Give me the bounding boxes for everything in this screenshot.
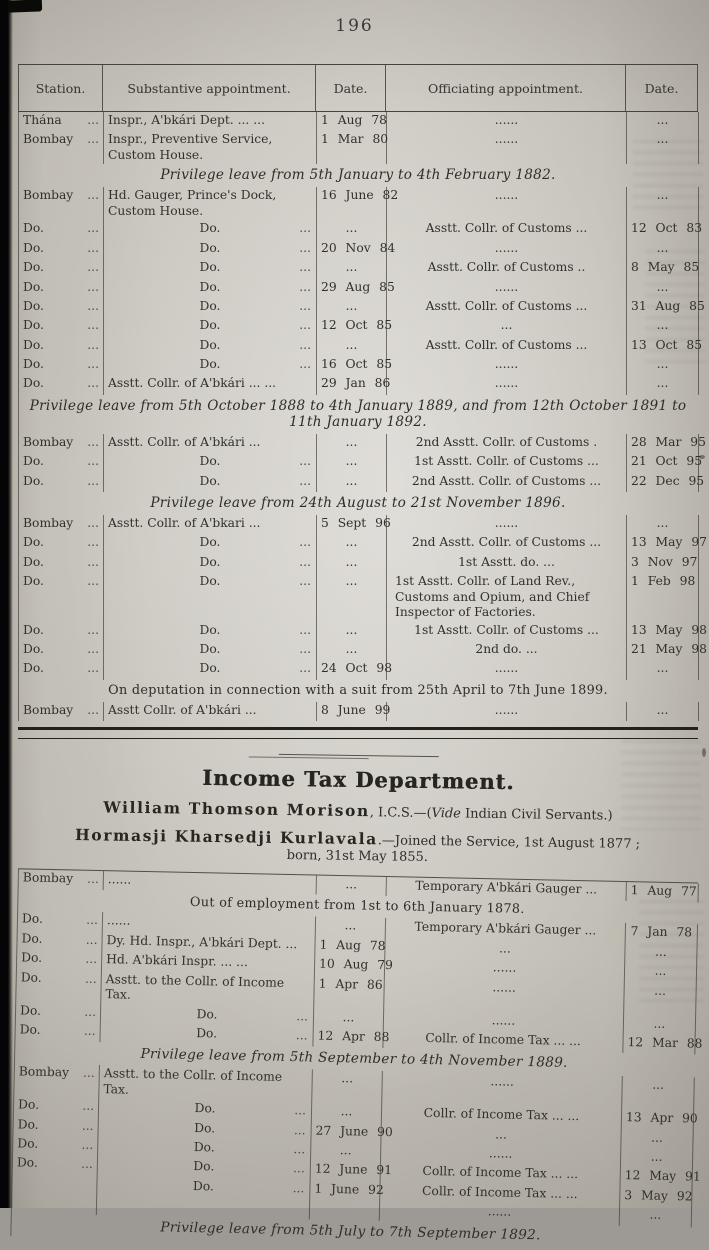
cell-station: Do. ... bbox=[16, 1002, 101, 1023]
cell-date: 21 May 98 bbox=[627, 641, 699, 660]
scan-edge-artifact bbox=[0, 0, 13, 1208]
cell-date: 1 June 92 bbox=[310, 1181, 380, 1202]
cell-station: Do. ... bbox=[19, 573, 104, 621]
table-row bbox=[19, 187, 698, 220]
cell-date: ... bbox=[625, 962, 697, 983]
cell-station: Do. ... bbox=[19, 356, 104, 375]
cell-substantive-appointment: Do. ... bbox=[104, 356, 317, 375]
cell-officiating-appointment: ...... bbox=[384, 977, 625, 1015]
cell-substantive-appointment: Do. ... bbox=[104, 554, 317, 573]
cell-date: ... bbox=[317, 298, 387, 317]
cell-date: 1 Aug 78 bbox=[317, 112, 387, 131]
table-row bbox=[19, 641, 707, 660]
table-row bbox=[19, 112, 698, 131]
cell-officiating-appointment: ...... bbox=[380, 1201, 620, 1225]
scan-corner-artifact bbox=[8, 0, 42, 13]
cell-station: Do. ... bbox=[17, 950, 102, 971]
cell-date: 8 May 85 bbox=[627, 259, 699, 278]
cell-date: ... bbox=[317, 534, 387, 553]
cell-substantive-appointment: Do. ... bbox=[98, 1137, 311, 1161]
cell-date: 20 Nov 84 bbox=[317, 240, 387, 259]
department-section bbox=[17, 750, 698, 868]
cell-date: 12 Oct 85 bbox=[317, 317, 387, 336]
cell-station: Bombay ... bbox=[19, 515, 104, 534]
cell-officiating-appointment: Collr. of Income Tax ... ... bbox=[383, 1029, 623, 1053]
cell-date: ... bbox=[624, 1015, 696, 1036]
cell-date: ... bbox=[625, 943, 697, 964]
cell-date: ... bbox=[317, 259, 387, 278]
cell-officiating-appointment: Asstt. Collr. of Customs ... bbox=[387, 220, 627, 239]
cell-station: Do. ... bbox=[18, 911, 103, 932]
cell-substantive-appointment: Do. ... bbox=[97, 1176, 310, 1200]
cell-station: Do. ... bbox=[19, 375, 104, 394]
cell-station: Bombay ... bbox=[19, 870, 104, 891]
cell-date: 13 Oct 85 bbox=[627, 337, 699, 356]
column-header: Date. bbox=[626, 65, 698, 111]
cell-date: ... bbox=[317, 622, 387, 641]
cell-substantive-appointment: Hd. A'bkári Inspr. ... ... bbox=[102, 951, 315, 975]
table-row bbox=[19, 573, 698, 621]
cell-substantive-appointment: Asstt. Collr. of A'bkári ... bbox=[104, 434, 317, 453]
cell-date: ... bbox=[627, 112, 699, 131]
cell-substantive-appointment: Do. ... bbox=[104, 534, 317, 553]
cell-officiating-appointment: ...... bbox=[382, 1072, 623, 1110]
cell-officiating-appointment: Collr. of Income Tax ... ... bbox=[382, 1104, 622, 1128]
cell-station: Do. ... bbox=[19, 337, 104, 356]
cell-station: Do. ... bbox=[17, 930, 102, 951]
cell-date: 21 Oct 95 bbox=[627, 453, 699, 472]
cell-officiating-appointment: 1st Asstt. Collr. of Customs ... bbox=[387, 622, 627, 641]
table-row bbox=[19, 337, 703, 356]
cell-station: Bombay ... bbox=[14, 1064, 100, 1099]
cell-officiating-appointment: 1st Asstt. Collr. of Land Rev., Customs and Opium, and Chief Inspector of Factories. bbox=[387, 573, 627, 621]
cell-substantive-appointment: Do. ... bbox=[104, 453, 317, 472]
cell-station: Do. ... bbox=[19, 473, 104, 492]
leave-note: On deputation in connection with a suit from 25th April to 7th June 1899. bbox=[108, 682, 608, 698]
cell-substantive-appointment: Asstt Collr. of A'bkári ... bbox=[104, 702, 317, 721]
page-content bbox=[16, 64, 707, 1244]
cell-station: Do. ... bbox=[16, 969, 102, 1004]
table-row bbox=[19, 702, 698, 721]
cell-station: Do. ... bbox=[19, 220, 104, 239]
page-number: 196 bbox=[335, 16, 374, 36]
cell-substantive-appointment: Do. ... bbox=[98, 1157, 311, 1181]
cell-date: ... bbox=[627, 240, 699, 259]
section-divider-rule bbox=[18, 727, 698, 739]
cell-date: 10 Aug 79 bbox=[315, 956, 385, 977]
cell-station bbox=[12, 1174, 97, 1195]
cell-substantive-appointment: Do. ... bbox=[104, 622, 317, 641]
cell-date: 12 Oct 83 bbox=[627, 220, 699, 239]
cell-date: ... bbox=[317, 220, 387, 239]
vide-reference: Vide bbox=[431, 806, 462, 822]
cell-date: ... bbox=[311, 1142, 381, 1163]
cell-date: ... bbox=[627, 375, 699, 394]
cell-date: ... bbox=[627, 279, 699, 298]
cell-substantive-appointment: Do. ... bbox=[98, 1118, 311, 1142]
cell-officiating-appointment: ... bbox=[381, 1124, 621, 1148]
table-row bbox=[19, 453, 703, 472]
cell-officiating-appointment: ...... bbox=[381, 1143, 621, 1167]
cell-station: Bombay ... bbox=[19, 131, 104, 164]
cell-substantive-appointment: Asstt. Collr. of A'bkári ... ... bbox=[104, 375, 317, 394]
officer-name: Hormasji Kharsedji Kurlavala bbox=[75, 825, 379, 849]
cell-officiating-appointment: ... bbox=[385, 938, 625, 962]
cell-substantive-appointment: Do. ... bbox=[104, 259, 317, 278]
cell-date: 22 Dec 95 bbox=[627, 473, 699, 492]
cell-station: Do. ... bbox=[19, 641, 104, 660]
cell-date: 29 Aug 85 bbox=[317, 279, 387, 298]
cell-station: Do. ... bbox=[19, 279, 104, 298]
cell-date: ... bbox=[627, 660, 699, 679]
table-row bbox=[19, 534, 707, 553]
cell-officiating-appointment: ...... bbox=[385, 957, 625, 981]
cell-officiating-appointment: 2nd Asstt. Collr. of Customs ... bbox=[387, 534, 627, 553]
cell-date: ... bbox=[312, 1103, 382, 1124]
cell-officiating-appointment: ...... bbox=[387, 515, 627, 534]
cell-officiating-appointment: ...... bbox=[387, 131, 627, 164]
cell-officiating-appointment: ...... bbox=[387, 375, 627, 394]
cell-officiating-appointment: Temporary A'bkári Gauger ... bbox=[386, 919, 626, 943]
cell-date: 12 June 91 bbox=[311, 1161, 381, 1182]
officer-detail: Indian Civil Servants.) bbox=[460, 806, 613, 824]
table-row bbox=[19, 356, 698, 375]
cell-station: Do. ... bbox=[19, 660, 104, 679]
leave-note: Privilege leave from 5th September to 4th November 1889. bbox=[140, 1046, 568, 1072]
leave-note: Privilege leave from 5th October 1888 to 4th January 1889, and from 12th October 1891 to 11th January 1892. bbox=[29, 397, 687, 430]
cell-date: ... bbox=[317, 337, 387, 356]
cell-date: ... bbox=[627, 702, 699, 721]
cell-station: Bombay ... bbox=[19, 434, 104, 453]
cell-officiating-appointment: Asstt. Collr. of Customs ... bbox=[387, 337, 627, 356]
table-row bbox=[19, 434, 706, 453]
cell-date: 1 Aug 77 bbox=[626, 882, 698, 903]
cell-date: 16 June 82 bbox=[317, 187, 387, 220]
table-row bbox=[19, 622, 707, 641]
table-row bbox=[19, 317, 698, 336]
cell-date: ... bbox=[627, 515, 699, 534]
cell-date: ... bbox=[312, 1070, 383, 1104]
cell-substantive-appointment: Inspr., A'bkári Dept. ... ... bbox=[104, 112, 317, 131]
cell-date: ... bbox=[621, 1148, 693, 1169]
cell-date: ... bbox=[627, 187, 699, 220]
cell-officiating-appointment: 2nd Asstt. Collr. of Customs ... bbox=[387, 473, 627, 492]
cell-station: Do. ... bbox=[19, 622, 104, 641]
table-row bbox=[19, 375, 698, 394]
cell-station: Bombay ... bbox=[19, 702, 104, 721]
cell-substantive-appointment: Dy. Hd. Inspr., A'bkári Dept. ... bbox=[102, 932, 315, 956]
cell-date: 5 Sept 96 bbox=[317, 515, 387, 534]
officer-name: William Thomson Morison bbox=[103, 797, 370, 821]
cell-station: Do. ... bbox=[14, 1097, 99, 1118]
cell-officiating-appointment: Collr. of Income Tax ... ... bbox=[380, 1182, 620, 1206]
table-row bbox=[19, 660, 698, 679]
department-heading: Income Tax Department. bbox=[202, 765, 515, 795]
column-header: Substantive appointment. bbox=[103, 65, 316, 111]
service-table-customs bbox=[18, 64, 707, 739]
table-row bbox=[19, 515, 698, 534]
cell-date: ... bbox=[317, 573, 387, 621]
cell-substantive-appointment: Do. ... bbox=[99, 1099, 312, 1123]
cell-date: 16 Oct 85 bbox=[317, 356, 387, 375]
cell-substantive-appointment: Do. ... bbox=[104, 240, 317, 259]
cell-officiating-appointment: ... bbox=[387, 317, 627, 336]
cell-substantive-appointment: Inspr., Preventive Service, Custom House. bbox=[104, 131, 317, 164]
cell-date: ... bbox=[624, 982, 697, 1016]
cell-officiating-appointment: 2nd Asstt. Collr. of Customs . bbox=[387, 434, 627, 453]
cell-station: Do. ... bbox=[19, 554, 104, 573]
cell-station: Do. ... bbox=[13, 1155, 98, 1176]
cell-date bbox=[310, 1200, 380, 1221]
cell-substantive-appointment: Hd. Gauger, Prince's Dock, Custom House. bbox=[104, 187, 317, 220]
table-row bbox=[19, 240, 698, 259]
cell-date: ... bbox=[317, 453, 387, 472]
cell-station: Do. ... bbox=[19, 317, 104, 336]
cell-substantive-appointment: Do. ... bbox=[104, 298, 317, 317]
cell-substantive-appointment: Asstt. to the Collr. of Income Tax. bbox=[101, 971, 315, 1008]
cell-date: ... bbox=[627, 356, 699, 375]
cell-substantive-appointment: Do. ... bbox=[100, 1023, 313, 1047]
cell-date: 31 Aug 85 bbox=[627, 298, 699, 317]
leave-note: Privilege leave from 5th January to 4th February 1882. bbox=[160, 167, 556, 184]
cell-date: 29 Jan 86 bbox=[317, 375, 387, 394]
cell-station: Do. ... bbox=[19, 240, 104, 259]
cell-date: ... bbox=[317, 473, 387, 492]
officer-entry bbox=[28, 797, 688, 825]
cell-station: Do. ... bbox=[19, 298, 104, 317]
table-header-row bbox=[18, 64, 698, 112]
cell-date: ... bbox=[317, 554, 387, 573]
table-body bbox=[10, 869, 703, 1250]
cell-date: ... bbox=[316, 917, 386, 938]
table-row bbox=[19, 298, 705, 317]
cell-station: Thána ... bbox=[19, 112, 104, 131]
cell-substantive-appointment: Do. ... bbox=[104, 641, 317, 660]
cell-station: Do. ... bbox=[15, 1021, 100, 1042]
cell-date: ... bbox=[317, 434, 387, 453]
officer-detail: .—Joined the Service, 1st August 1877 ; bbox=[377, 833, 641, 853]
cell-officiating-appointment: ...... bbox=[387, 112, 627, 131]
cell-date: ... bbox=[317, 641, 387, 660]
cell-date: 27 June 90 bbox=[311, 1122, 381, 1143]
table-row bbox=[19, 259, 698, 278]
cell-date: ... bbox=[627, 131, 699, 164]
cell-officiating-appointment: ...... bbox=[387, 660, 627, 679]
cell-station: Do. ... bbox=[19, 453, 104, 472]
cell-date: 8 June 99 bbox=[317, 702, 387, 721]
cell-date: ... bbox=[314, 1008, 384, 1029]
cell-date: 3 May 92 bbox=[620, 1187, 692, 1208]
cell-date: 12 Mar 88 bbox=[623, 1034, 695, 1055]
cell-date: 13 May 97 bbox=[627, 534, 699, 553]
cell-substantive-appointment: ...... bbox=[103, 913, 316, 937]
table-row bbox=[19, 554, 698, 573]
cell-date: ... bbox=[627, 317, 699, 336]
cell-officiating-appointment: Asstt. Collr. of Customs ... bbox=[387, 298, 627, 317]
officer-birthdate: born, 31st May 1855. bbox=[286, 848, 429, 866]
leave-note: Privilege leave from 5th July to 7th September 1892. bbox=[160, 1219, 541, 1244]
cell-date: ... bbox=[621, 1129, 693, 1150]
cell-date: 28 Mar 95 bbox=[627, 434, 699, 453]
cell-date: 7 Jan 78 bbox=[626, 924, 698, 945]
service-table-income-tax bbox=[10, 869, 703, 1250]
cell-station: Do. ... bbox=[13, 1116, 98, 1137]
table-row bbox=[19, 131, 698, 164]
officer-detail: , I.C.S.—( bbox=[369, 805, 432, 822]
cell-substantive-appointment: Do. ... bbox=[104, 279, 317, 298]
cell-substantive-appointment: Asstt. to the Collr. of Income Tax. bbox=[99, 1066, 313, 1103]
cell-date: 13 May 98 bbox=[627, 622, 699, 641]
cell-date: 3 Nov 97 bbox=[627, 554, 699, 573]
cell-date: ... bbox=[622, 1077, 695, 1111]
cell-date: 1 Mar 80 bbox=[317, 131, 387, 164]
cell-officiating-appointment: Asstt. Collr. of Customs .. bbox=[387, 259, 627, 278]
leave-note: Out of employment from 1st to 6th January 1878. bbox=[189, 895, 525, 918]
cell-station: Bombay ... bbox=[19, 187, 104, 220]
cell-officiating-appointment: ...... bbox=[387, 187, 627, 220]
column-header: Station. bbox=[18, 65, 103, 111]
cell-date: 12 Apr 88 bbox=[313, 1028, 383, 1049]
cell-substantive-appointment: ...... bbox=[104, 871, 317, 895]
column-header: Officiating appointment. bbox=[386, 65, 626, 111]
cell-substantive-appointment: Asstt. Collr. of A'bkari ... bbox=[104, 515, 317, 534]
cell-station bbox=[12, 1194, 97, 1215]
column-header: Date. bbox=[316, 65, 386, 111]
cell-station: Do. ... bbox=[19, 259, 104, 278]
table-body bbox=[18, 112, 707, 721]
table-row bbox=[19, 220, 703, 239]
cell-station: Do. ... bbox=[19, 534, 104, 553]
cell-substantive-appointment: Do. ... bbox=[104, 317, 317, 336]
cell-officiating-appointment: ...... bbox=[387, 240, 627, 259]
cell-substantive-appointment: Do. ... bbox=[104, 573, 317, 621]
cell-date: ... bbox=[317, 876, 387, 897]
heading-rule bbox=[249, 757, 369, 760]
cell-substantive-appointment: Do. ... bbox=[104, 660, 317, 679]
cell-date: ... bbox=[620, 1206, 692, 1227]
cell-date: 1 Feb 98 bbox=[627, 573, 699, 621]
cell-substantive-appointment: Do. ... bbox=[104, 337, 317, 356]
cell-substantive-appointment: Do. ... bbox=[104, 473, 317, 492]
table-row bbox=[19, 279, 698, 298]
cell-date: 1 Apr 86 bbox=[314, 975, 385, 1009]
table-row bbox=[19, 473, 705, 492]
cell-officiating-appointment: Collr. of Income Tax ... ... bbox=[381, 1163, 621, 1187]
cell-substantive-appointment: Do. ... bbox=[104, 220, 317, 239]
cell-officiating-appointment: 1st Asstt. do. ... bbox=[387, 554, 627, 573]
cell-substantive-appointment: Do. ... bbox=[101, 1004, 314, 1028]
cell-officiating-appointment: 1st Asstt. Collr. of Customs ... bbox=[387, 453, 627, 472]
cell-officiating-appointment: Temporary A'bkári Gauger ... bbox=[387, 877, 627, 901]
cell-officiating-appointment: ...... bbox=[384, 1010, 624, 1034]
cell-date: 1 Aug 78 bbox=[315, 937, 385, 958]
cell-officiating-appointment: ...... bbox=[387, 356, 627, 375]
cell-officiating-appointment: ...... bbox=[387, 702, 627, 721]
scan-speck bbox=[702, 748, 706, 757]
cell-date: 12 May 91 bbox=[621, 1168, 693, 1189]
leave-note: Privilege leave from 24th August to 21st November 1896. bbox=[150, 495, 566, 512]
cell-date: 13 Apr 90 bbox=[622, 1109, 694, 1130]
cell-date: 24 Oct 98 bbox=[317, 660, 387, 679]
cell-officiating-appointment: ...... bbox=[387, 279, 627, 298]
cell-officiating-appointment: 2nd do. ... bbox=[387, 641, 627, 660]
cell-station: Do. ... bbox=[13, 1136, 98, 1157]
